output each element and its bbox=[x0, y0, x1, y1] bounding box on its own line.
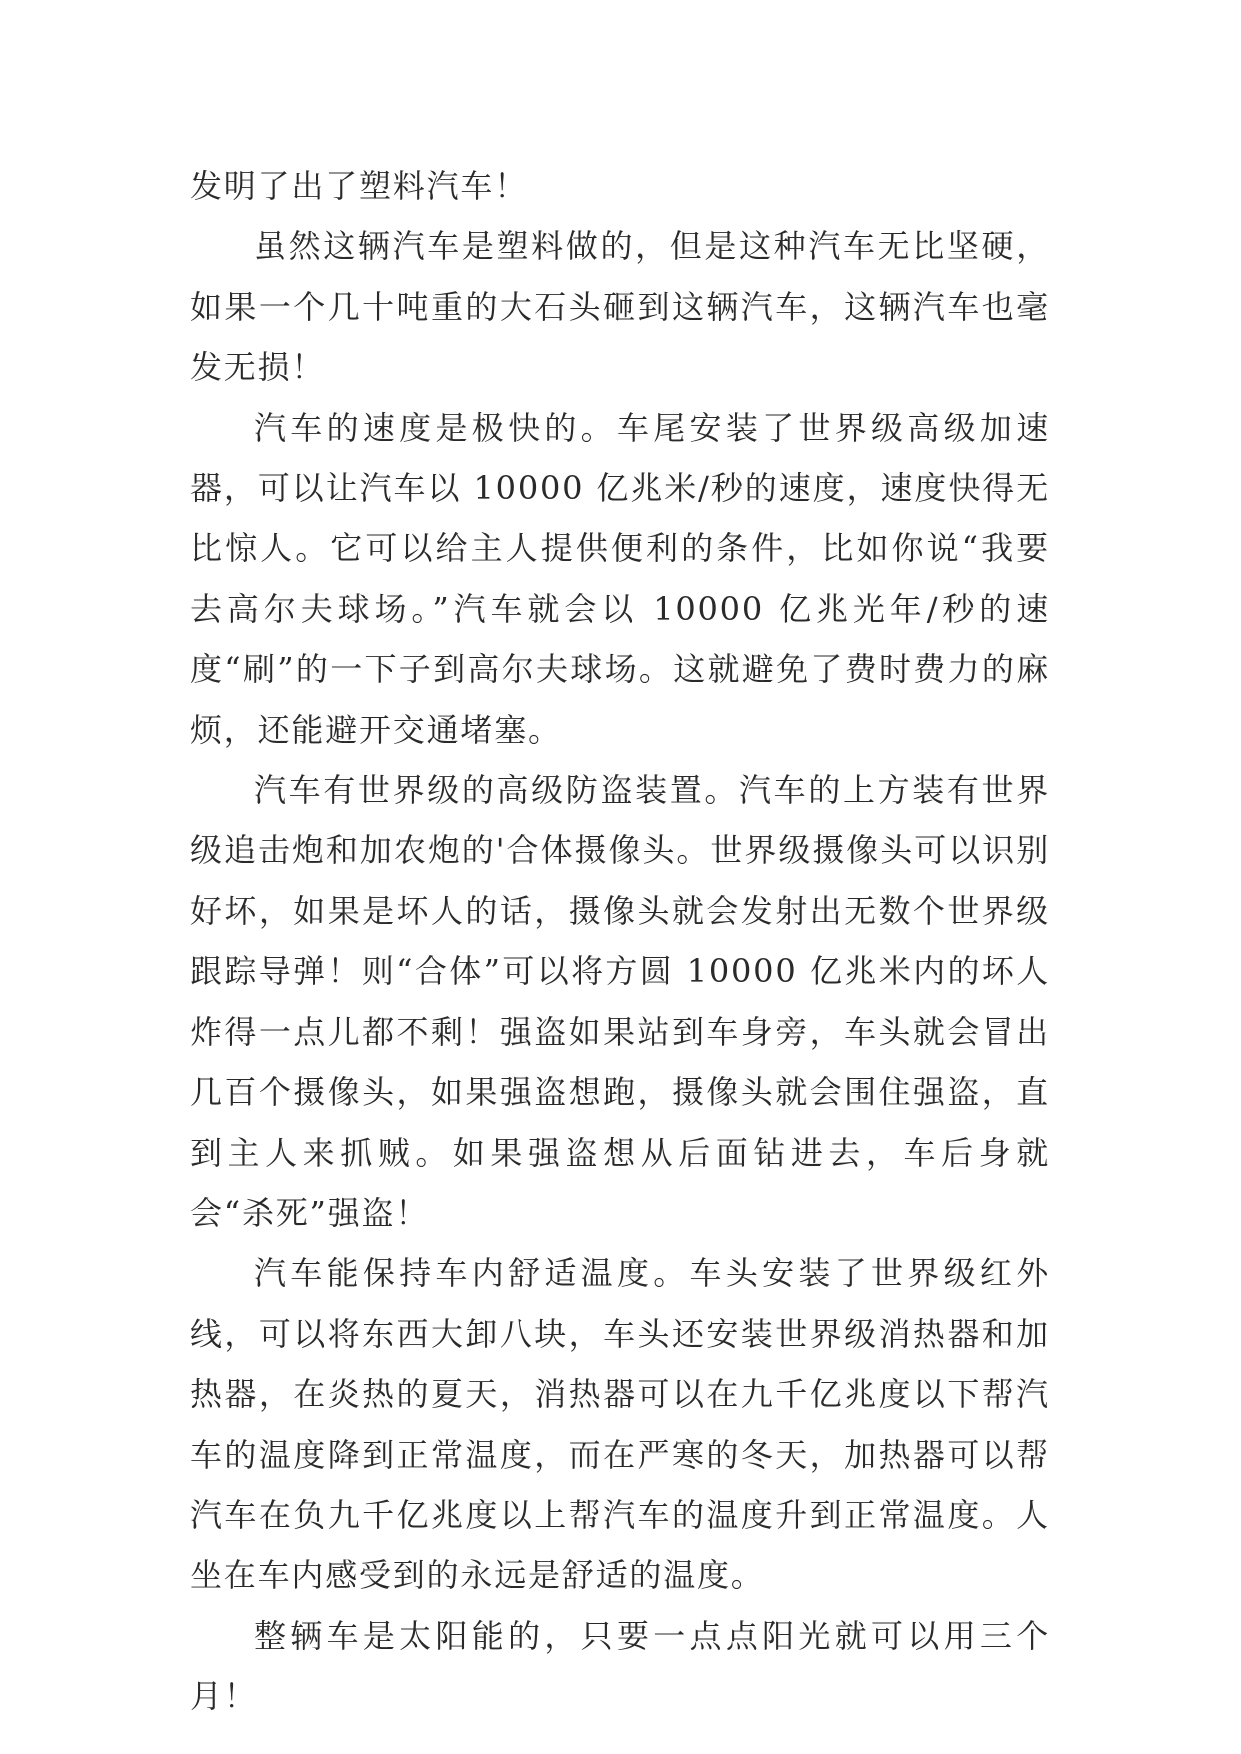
document-body bbox=[190, 156, 1050, 1727]
paragraph-6: 整辆车是太阳能的，只要一点点阳光就可以用三个月！ bbox=[190, 1616, 1050, 1716]
paragraph-1: 发明了出了塑料汽车！ bbox=[190, 167, 529, 205]
paragraph-4: 汽车有世界级的高级防盗装置。汽车的上方装有世界级追击炮和加农炮的'合体摄像头。世界级摄像头可以识别好坏，如果是坏人的话，摄像头就会发射出无数个世界级跟踪导弹！则“合体”可以将方圆 10000 亿兆米内的坏人炸得一点儿都不剩！强盗如果站到车身旁，车头就会冒出几百个摄像头，如果强盗想跑，摄像头就会围住强盗，直到主人来抓贼。如果强盗想从后面钻进去，车后身就会“杀死”强盗！ bbox=[190, 771, 1050, 1232]
paragraph-5: 汽车能保持车内舒适温度。车头安装了世界级红外线，可以将东西大卸八块，车头还安装世界级消热器和加热器，在炎热的夏天，消热器可以在九千亿兆度以下帮汽车的温度降到正常温度，而在严寒的冬天，加热器可以帮汽车在负九千亿兆度以上帮汽车的温度升到正常温度。人坐在车内感受到的永远是舒适的温度。 bbox=[190, 1254, 1050, 1595]
paragraph-2: 虽然这辆汽车是塑料做的，但是这种汽车无比坚硬，如果一个几十吨重的大石头砸到这辆汽车，这辆汽车也毫发无损！ bbox=[190, 227, 1050, 387]
paragraph-3: 汽车的速度是极快的。车尾安装了世界级高级加速器，可以让汽车以 10000 亿兆米/秒的速度，速度快得无比惊人。它可以给主人提供便利的条件，比如你说“我要去高尔夫球场。”汽车就会以 10000 亿兆光年/秒的速度“刷”的一下子到高尔夫球场。这就避免了费时费力的麻烦，还能避开交通堵塞。 bbox=[190, 408, 1050, 749]
